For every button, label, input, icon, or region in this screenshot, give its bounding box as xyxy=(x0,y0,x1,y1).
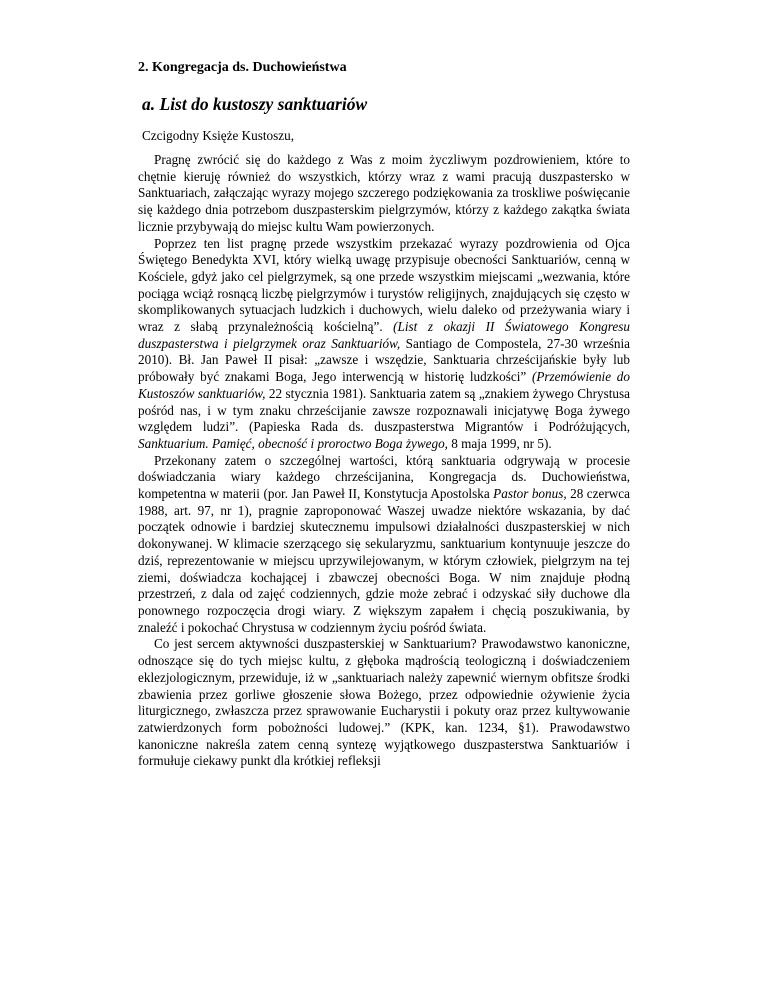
paragraph xyxy=(138,152,630,236)
italic-citation: (List z okazji II Światowego Kongresu duszpasterstwa i pielgrzymek oraz Sanktuariów, xyxy=(138,319,630,351)
salutation: Czcigodny Księże Kustoszu, xyxy=(142,128,294,143)
text-run: 28 czerwca 1988, art. 97, nr 1), pragnie zaproponować Waszej uwadze niektóre wskazania, by dać początek odnowie i bardziej skutecznemu impulsowi działalności duszpasterskiej w nich dokonywanej. W klimacie szerzącego się sekularyzmu, sanktuarium kontynuuje jeszcze do dziś, reprezentowanie w miejscu uprzywilejowanym, w którym człowiek, pielgrzym na tej ziemi, doświadcza kochającej i zbawczej obecności Boga. W nim znajduje płodną przestrzeń, z dala od zajęć codziennych, gdzie może zebrać i odzyskać siły duchowe dla ponownego rozpoczęcia drogi wiary. Z większym zapałem i chęcią poszukiwania, by znaleźć i pokochać Chrystusa w codziennym życiu pośród świata. xyxy=(138,486,630,635)
text-run: Przekonany zatem o szczególnej wartości, którą sanktuaria odgrywają w procesie doświadczania wiary każdego chrześcijanina, Kongregacja ds. Duchowieństwa, kompetentna w materii (por. Jan Paweł II, Konstytucja Apostolska xyxy=(138,452,630,502)
paragraph xyxy=(138,453,630,637)
text-run: Santiago de Compostela, 27-30 września 2010). Bł. Jan Paweł II pisał: „zawsze i wszędzie, Sanktuaria chrześcijańskie były lub próbowały być znakami Boga, Jego interwencją w historię ludzkości” xyxy=(138,335,630,385)
text-run: 8 maja 1999, nr 5). xyxy=(447,435,552,451)
paragraph xyxy=(138,236,630,453)
paragraph xyxy=(138,636,630,770)
letter-body xyxy=(138,152,630,770)
italic-citation: Pastor bonus, xyxy=(493,486,567,502)
italic-citation: Sanktuarium. Pamięć, obecność i proroctwo Boga żywego, xyxy=(138,435,448,451)
text-run: 22 stycznia 1981). Sanktuaria zatem są „znakiem żywego Chrystusa pośród nas, i w tym znaku chrześcijanie zawsze rozpoznawali inicjatywę Boga żywego względem ludzi”. (Papieska Rada ds. duszpasterstwa Migrantów i Podróżujących, xyxy=(138,385,630,435)
text-run: Co jest sercem aktywności duszpasterskiej w Sanktuarium? Prawodawstwo kanoniczne, odnoszące się do tych miejsc kultu, z głęboka mądrością teologiczną i doświadczeniem eklezjologicznym, przewiduje, iż w „sanktuariach należy zapewnić wiernym obfitsze środki zbawienia przez gorliwe głoszenie słowa Bożego, przez odpowiednie ożywienie życia liturgicznego, zwłaszcza przez sprawowanie Eucharystii i pokuty oraz przez kultywowanie zatwierdzonych form pobożności ludowej.” (KPK, kan. 1234, §1). Prawodawstwo kanoniczne nakreśla zatem cenną syntezę wyjątkowego duszpasterstwa Sanktuariów i formułuje ciekawy punkt dla krótkiej refleksji xyxy=(138,636,630,769)
text-run: Poprzez ten list pragnę przede wszystkim przekazać wyrazy pozdrowienia od Ojca Świętego Benedykta XVI, który wielką uwagę przypisuje obecności Sanktuariów, cenną w Kościele, gdyż jako cel pielgrzymek, są one przede wszystkim miejscami „wezwania, które pociąga wciąż rosnącą liczbę pielgrzymów i turystów religijnych, znajdujących się często w skomplikowanych sytuacjach ludzkich i duchowych, wielu daleko od przeżywania wiary i wraz z słabą przynależnością kościelną”. xyxy=(138,235,630,335)
text-run: Pragnę zwrócić się do każdego z Was z moim życzliwym pozdrowieniem, które to chętnie kieruję również do wszystkich, którzy wraz z wami pracują duszpastersko w Sanktuariach, załączając wyrazy mojego szczerego podziękowania za troskliwe poświęcanie się każdego dnia potrzebom duszpasterskim pielgrzymów, którzy z każdego zakątka świata licznie przybywają do miejsc kultu Wam powierzonych. xyxy=(138,152,630,234)
section-title: 2. Kongregacja ds. Duchowieństwa xyxy=(138,60,347,75)
italic-citation: (Przemówienie do Kustoszów sanktuariów, xyxy=(138,369,630,401)
subsection-title: a. List do kustoszy sanktuariów xyxy=(142,94,368,114)
